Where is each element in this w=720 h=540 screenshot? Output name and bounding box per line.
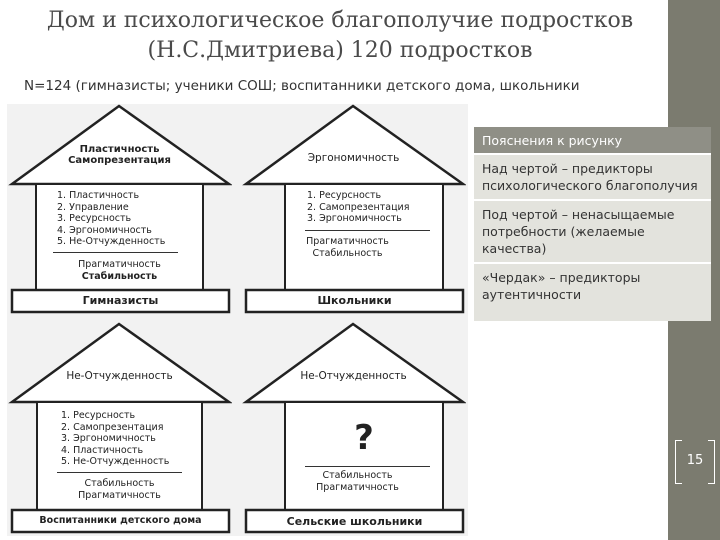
page-number-text: 15 [686,453,704,468]
roof-line: Не-Отчужденность [66,370,173,382]
sample-description: N=124 (гимназисты; ученики СОШ; воспитанники детского дома, школьники [24,78,580,94]
list-item: Прагматичность [316,481,399,493]
title-line-2: (Н.С.Дмитриева) 120 подростков [147,38,533,63]
slide-title [20,6,660,66]
list-item: 1. Ресурсность [307,190,382,201]
list-item: 5. Не-Отчужденность [61,456,170,468]
legend-item: «Чердак» – предикторы аутентичности [474,262,711,321]
list-item: Прагматичность [306,236,389,247]
list-item: Стабильность [84,478,155,489]
roof-line: Пластичность [79,144,160,155]
needs-list [47,478,192,501]
list-item: 4. Эргономичность [57,224,152,236]
question-mark: ? [354,418,374,458]
list-item: 3. Эргономичность [61,433,156,445]
figure-legend [474,127,711,321]
roof-line: Эргономичность [307,152,400,164]
predictor-list [61,410,169,468]
house-base-label: Гимназисты [82,294,159,307]
needs-list [47,259,192,282]
predictor-list [307,190,409,225]
roof-label [47,144,192,166]
list-item: Стабильность [81,270,158,282]
legend-header: Пояснения к рисунку [474,127,711,153]
house-gymnasium [7,104,232,316]
house-base-label: Школьники [317,294,392,307]
list-item: 4. Пластичность [61,444,144,456]
house-base-label: Воспитанники детского дома [39,515,202,526]
list-item: 3. Эргономичность [307,213,402,225]
legend-item: Под чертой – ненасыщаемые потребности (желаемые качества) [474,199,711,262]
house-orphanage [7,322,232,534]
roof-label [47,370,192,382]
left-bracket [675,440,682,484]
needs-list [285,236,410,259]
list-item: 1. Ресурсность [61,410,136,421]
divider-line [305,230,430,231]
list-item: Прагматичность [78,489,161,501]
page-number [675,440,715,482]
list-item: Стабильность [312,247,383,259]
roof-label [281,152,426,164]
right-bracket [708,440,715,484]
list-item: Стабильность [322,470,393,481]
houses-figure [7,104,468,536]
roof-label [281,370,426,382]
list-item: 5. Не-Отчужденность [57,236,166,248]
list-item: 1. Пластичность [57,190,140,201]
divider-line [305,466,430,467]
roof-line: Самопрезентация [68,155,171,166]
list-item: 2. Самопрезентация [307,201,410,213]
list-item: 2. Управление [57,201,129,213]
house-school [241,104,466,316]
list-item: 2. Самопрезентация [61,421,164,433]
house-rural [241,322,466,534]
list-item: Прагматичность [78,259,161,270]
predictor-list [57,190,165,248]
legend-item: Над чертой – предикторы психологического благополучия [474,153,711,199]
divider-line [57,472,182,473]
house-base-label: Сельские школьники [286,515,423,528]
title-line-1: Дом и психологическое благополучие подростков [46,8,634,33]
roof-line: Не-Отчужденность [300,370,407,382]
divider-line [53,252,178,253]
needs-list [295,470,420,493]
list-item: 3. Ресурсность [57,213,132,225]
